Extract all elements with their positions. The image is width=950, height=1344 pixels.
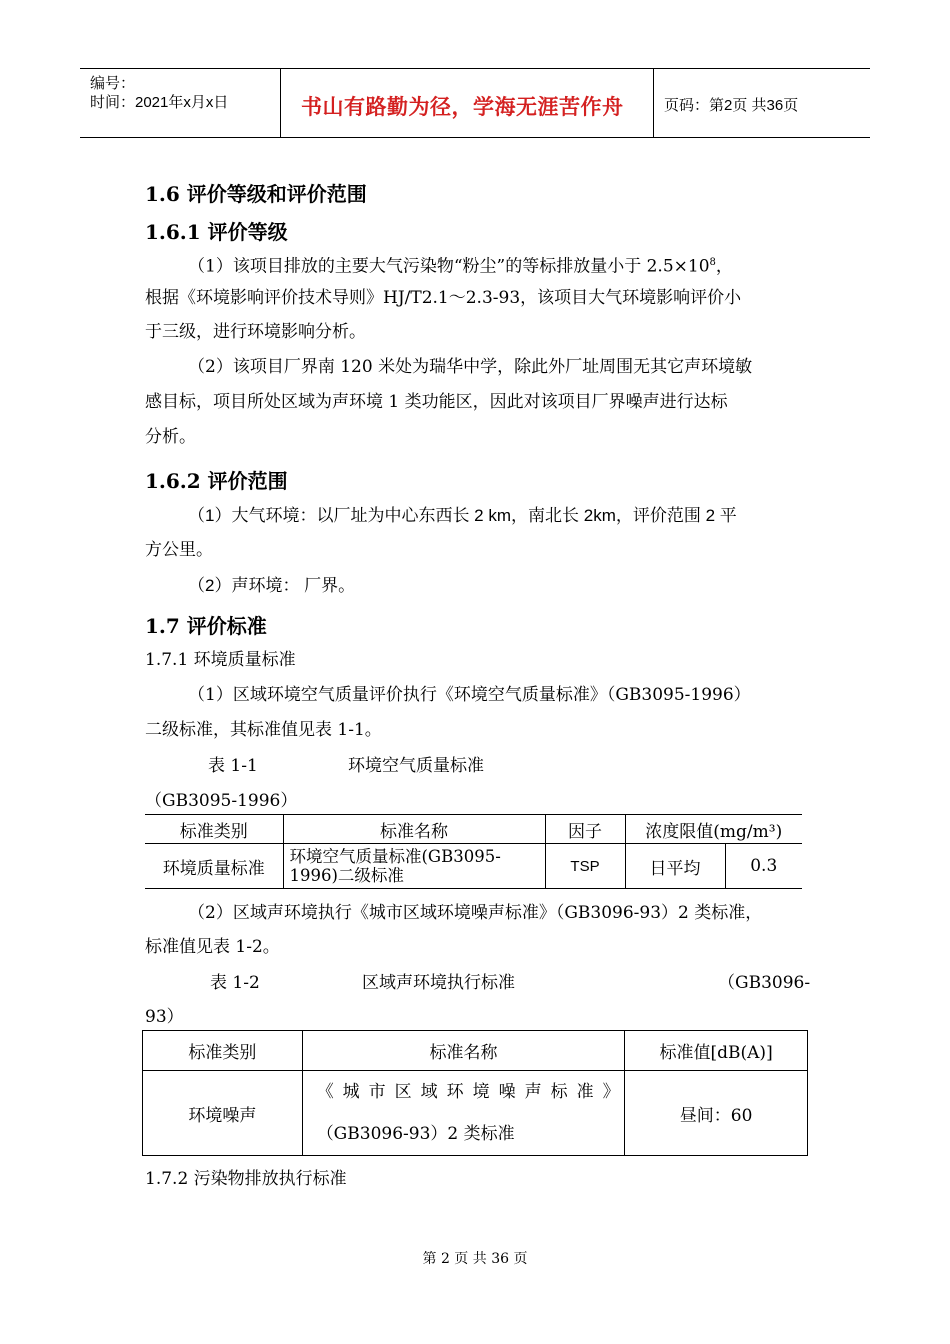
table-header-row bbox=[143, 1031, 808, 1071]
section-1-6-1-title: 1.6.1 评价等级 bbox=[145, 220, 288, 244]
para-1-7-1-line2: 二级标准，其标准值见表 1-1。 bbox=[145, 720, 382, 740]
table-header-cell: 标准类别 bbox=[143, 1031, 303, 1071]
para-1-6-1-2-line1: （2）该项目厂界南 120 米处为瑞华中学，除此外厂址周围无其它声环境敏 bbox=[188, 357, 753, 377]
page-header bbox=[80, 68, 870, 138]
motto: 书山有路勤为径，学海无涯苦作舟 bbox=[301, 95, 624, 119]
table-header-cell: 标准值[dB(A)] bbox=[625, 1031, 808, 1071]
para-1-6-1-2-line2: 感目标，项目所处区域为声环境 1 类功能区，因此对该项目厂界噪声进行达标 bbox=[145, 392, 728, 412]
number-label: 编号： bbox=[90, 75, 136, 92]
section-1-7-2-title: 1.7.2 污染物排放执行标准 bbox=[145, 1169, 347, 1189]
header-page-cell bbox=[654, 69, 870, 137]
section-1-7-title: 1.7 评价标准 bbox=[145, 614, 267, 638]
table-1-2 bbox=[142, 1030, 808, 1156]
table1-caption-no: 表 1-1 bbox=[208, 756, 258, 776]
table-header-cell: 因子 bbox=[545, 815, 625, 844]
table-cell: 昼间：60 bbox=[625, 1071, 808, 1156]
para-1-6-1-line2: 根据《环境影响评价技术导则》HJ/T2.1～2.3-93，该项目大气环境影响评价小 bbox=[145, 288, 742, 308]
para-1-7-1-line1: （1）区域环境空气质量评价执行《环境空气质量标准》（GB3095-1996） bbox=[188, 685, 751, 705]
page-footer: 第 2 页 共 36 页 bbox=[422, 1251, 528, 1267]
header-meta bbox=[80, 69, 281, 137]
table-cell bbox=[302, 1071, 629, 1156]
table-header-cell: 标准名称 bbox=[302, 1031, 625, 1071]
table-cell: 环境噪声 bbox=[143, 1071, 303, 1156]
time-label: 时间：2021年x月x日 bbox=[90, 94, 229, 111]
para-1-7-1-2-line2: 标准值见表 1-2。 bbox=[145, 937, 280, 957]
table-header-cell: 标准名称 bbox=[283, 815, 545, 844]
table-header-cell: 浓度限值(mg/m³) bbox=[625, 815, 802, 844]
table-cell-line: （GB3096-93）2 类标准 bbox=[316, 1124, 515, 1144]
table-row bbox=[143, 1071, 808, 1156]
page-label: 页码：第2页 共36页 bbox=[664, 97, 799, 114]
table2-caption-std-b: 93） bbox=[145, 1007, 184, 1027]
table-header-cell: 标准类别 bbox=[145, 815, 283, 844]
table-cell-line: 《城市区域环境噪声标准》 bbox=[316, 1082, 629, 1102]
table-cell: 环境质量标准 bbox=[145, 844, 283, 889]
table-1-1 bbox=[145, 814, 802, 889]
table2-caption-no: 表 1-2 bbox=[210, 973, 260, 993]
para-1-7-1-2-line1: （2）区域声环境执行《城市区域环境噪声标准》（GB3096-93）2 类标准， bbox=[188, 903, 763, 923]
para-1-6-2-line2: 方公里。 bbox=[145, 540, 213, 560]
table2-caption-title: 区域声环境执行标准 bbox=[362, 973, 515, 993]
para-1-6-1-line3: 于三级，进行环境影响分析。 bbox=[145, 322, 366, 342]
table-row bbox=[145, 844, 802, 889]
para-1-6-2-line1: （1）大气环境：以厂址为中心东西长 2 km，南北长 2km，评价范围 2 平 bbox=[188, 506, 737, 525]
table1-caption-std: （GB3095-1996） bbox=[145, 791, 298, 811]
header-motto-cell bbox=[281, 69, 654, 137]
table-cell: 环境空气质量标准(GB3095-1996)二级标准 bbox=[283, 844, 545, 889]
para-1-6-1-2-line3: 分析。 bbox=[145, 427, 196, 447]
table-cell: 日平均 bbox=[625, 844, 725, 889]
section-1-6-2-title: 1.6.2 评价范围 bbox=[145, 469, 288, 493]
section-1-7-1-title: 1.7.1 环境质量标准 bbox=[145, 650, 296, 670]
table2-caption-std-a: （GB3096- bbox=[718, 973, 811, 993]
table-cell: 0.3 bbox=[725, 844, 802, 889]
table1-caption-title: 环境空气质量标准 bbox=[348, 756, 484, 776]
para-1-6-2-line3: （2）声环境： 厂界。 bbox=[188, 576, 356, 595]
table-header-row bbox=[145, 815, 802, 844]
section-1-6-title: 1.6 评价等级和评价范围 bbox=[145, 182, 367, 206]
para-1-6-1-line1: （1）该项目排放的主要大气污染物“粉尘”的等标排放量小于 $2.5\times 10^8$， bbox=[188, 256, 733, 277]
table-cell: TSP bbox=[545, 844, 625, 889]
